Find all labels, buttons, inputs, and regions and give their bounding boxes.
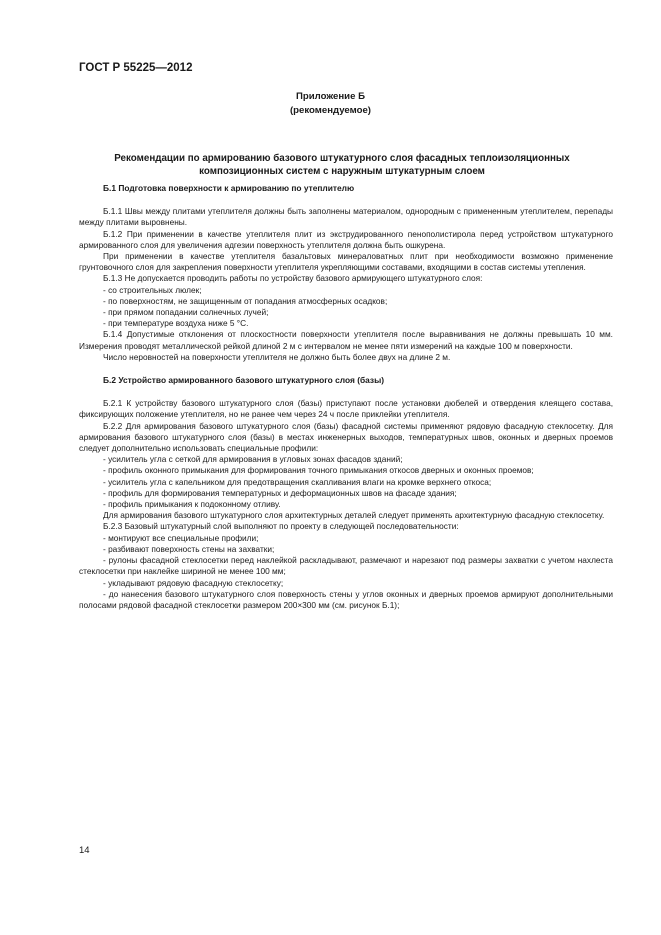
list-item: - усилитель угла с капельником для предотвращения скапливания влаги на кромке верхнего откоса; (103, 476, 492, 487)
list-item: - разбивают поверхность стены на захватки; (103, 543, 275, 554)
document-title-line2: композиционных систем с наружным штукатурным слоем (199, 166, 485, 177)
list-item: - рулоны фасадной стеклосетки перед наклейкой раскладывают, размечают и нарезают под размеры захватки с учетом нахлеста стеклосетки при наклейке шириной не менее 100 мм; (79, 555, 613, 577)
paragraph: Б.1.4 Допустимые отклонения от плоскостности поверхности утеплителя после выравнивания не должны превышать 10 мм. Измерения проводят металлической рейкой длиной 2 м с интервалом не менее пяти измерений на каждые 100 м поверхности. (79, 329, 613, 351)
list-item: - укладывают рядовую фасадную стеклосетку; (103, 577, 284, 588)
appendix-subtitle: (рекомендуемое) (289, 105, 371, 116)
list-item: - до нанесения базового штукатурного слоя поверхность стены у углов оконных и дверных проемов армируют дополнительными полосами рядовой фасадной стеклосетки размером 200×300 мм (см. рисунок Б.1); (79, 588, 613, 610)
paragraph: Б.1.2 При применении в качестве утеплителя плит из экструдированного пенополистирола перед устройством штукатурного армированного слоя для увеличения адгезии поверхность утеплителя должна быть ошкурена. (79, 228, 613, 250)
paragraph: Число неровностей на поверхности утеплителя не должно быть более двух на длине 2 м. (103, 351, 451, 362)
paragraph: Б.2.3 Базовый штукатурный слой выполняют по проекту в следующей последовательности: (103, 521, 459, 532)
paragraph: Б.2.2 Для армирования базового штукатурного слоя (базы) фасадной системы применяют рядовую фасадную стеклосетку. Для армирования базового штукатурного слоя (базы) в местах инженерных выходов, температурных швов, оконных и дверных проемов следует дополнительно использовать специальные профили: (79, 420, 613, 454)
section1-heading: Б.1 Подготовка поверхности к армированию по утеплителю (103, 183, 355, 193)
list-item: - монтируют все специальные профили; (103, 532, 259, 543)
list-item: - профиль примыкания к подоконному отливу. (103, 499, 281, 510)
document-body (79, 183, 613, 611)
list-item: - профиль оконного примыкания для формирования точного примыкания откосов дверных и оконных проемов; (103, 465, 534, 476)
list-item: - усилитель угла с сеткой для армирования в угловых зонах фасадов зданий; (103, 454, 403, 465)
paragraph: Для армирования базового штукатурного слоя архитектурных деталей следует применять архитектурную фасадную стеклосетку. (103, 510, 605, 521)
paragraph: Б.2.1 К устройству базового штукатурного слоя (базы) приступают после установки дюбелей и отвердения клеящего состава, фиксирующих положение утеплителя, но не ранее чем через 24 ч после приклейки утеплителя. (79, 398, 613, 420)
document-title (79, 152, 605, 178)
list-item: - профиль для формирования температурных и деформационных швов на фасаде здания; (103, 487, 457, 498)
list-item: - при прямом попадании солнечных лучей; (103, 307, 269, 318)
page-number: 14 (79, 845, 90, 856)
standard-header: ГОСТ Р 55225—2012 (79, 62, 193, 74)
paragraph: При применении в качестве утеплителя базальтовых минераловатных плит при необходимости возможно применение грунтовочного слоя для закрепления поверхности утеплителя укрепляющими составами, входящими в состав системы утепления. (79, 251, 613, 273)
paragraph: Б.1.3 Не допускается проводить работы по устройству базового армирующего штукатурного слоя: (103, 273, 483, 284)
list-item: - при температуре воздуха ниже 5 °С. (103, 318, 249, 329)
paragraph: Б.1.1 Швы между плитами утеплителя должны быть заполнены материалом, однородным с примененным утеплителем, перепады между плитами выровнены. (79, 206, 613, 228)
document-title-line1: Рекомендации по армированию базового штукатурного слоя фасадных теплоизоляционных (114, 153, 570, 164)
section2-heading: Б.2 Устройство армированного базового штукатурного слоя (базы) (103, 375, 385, 386)
appendix-title: Приложение Б (296, 91, 365, 102)
list-item: - по поверхностям, не защищенным от попадания атмосферных осадков; (103, 295, 388, 306)
list-item: - со строительных люлек; (103, 284, 202, 295)
